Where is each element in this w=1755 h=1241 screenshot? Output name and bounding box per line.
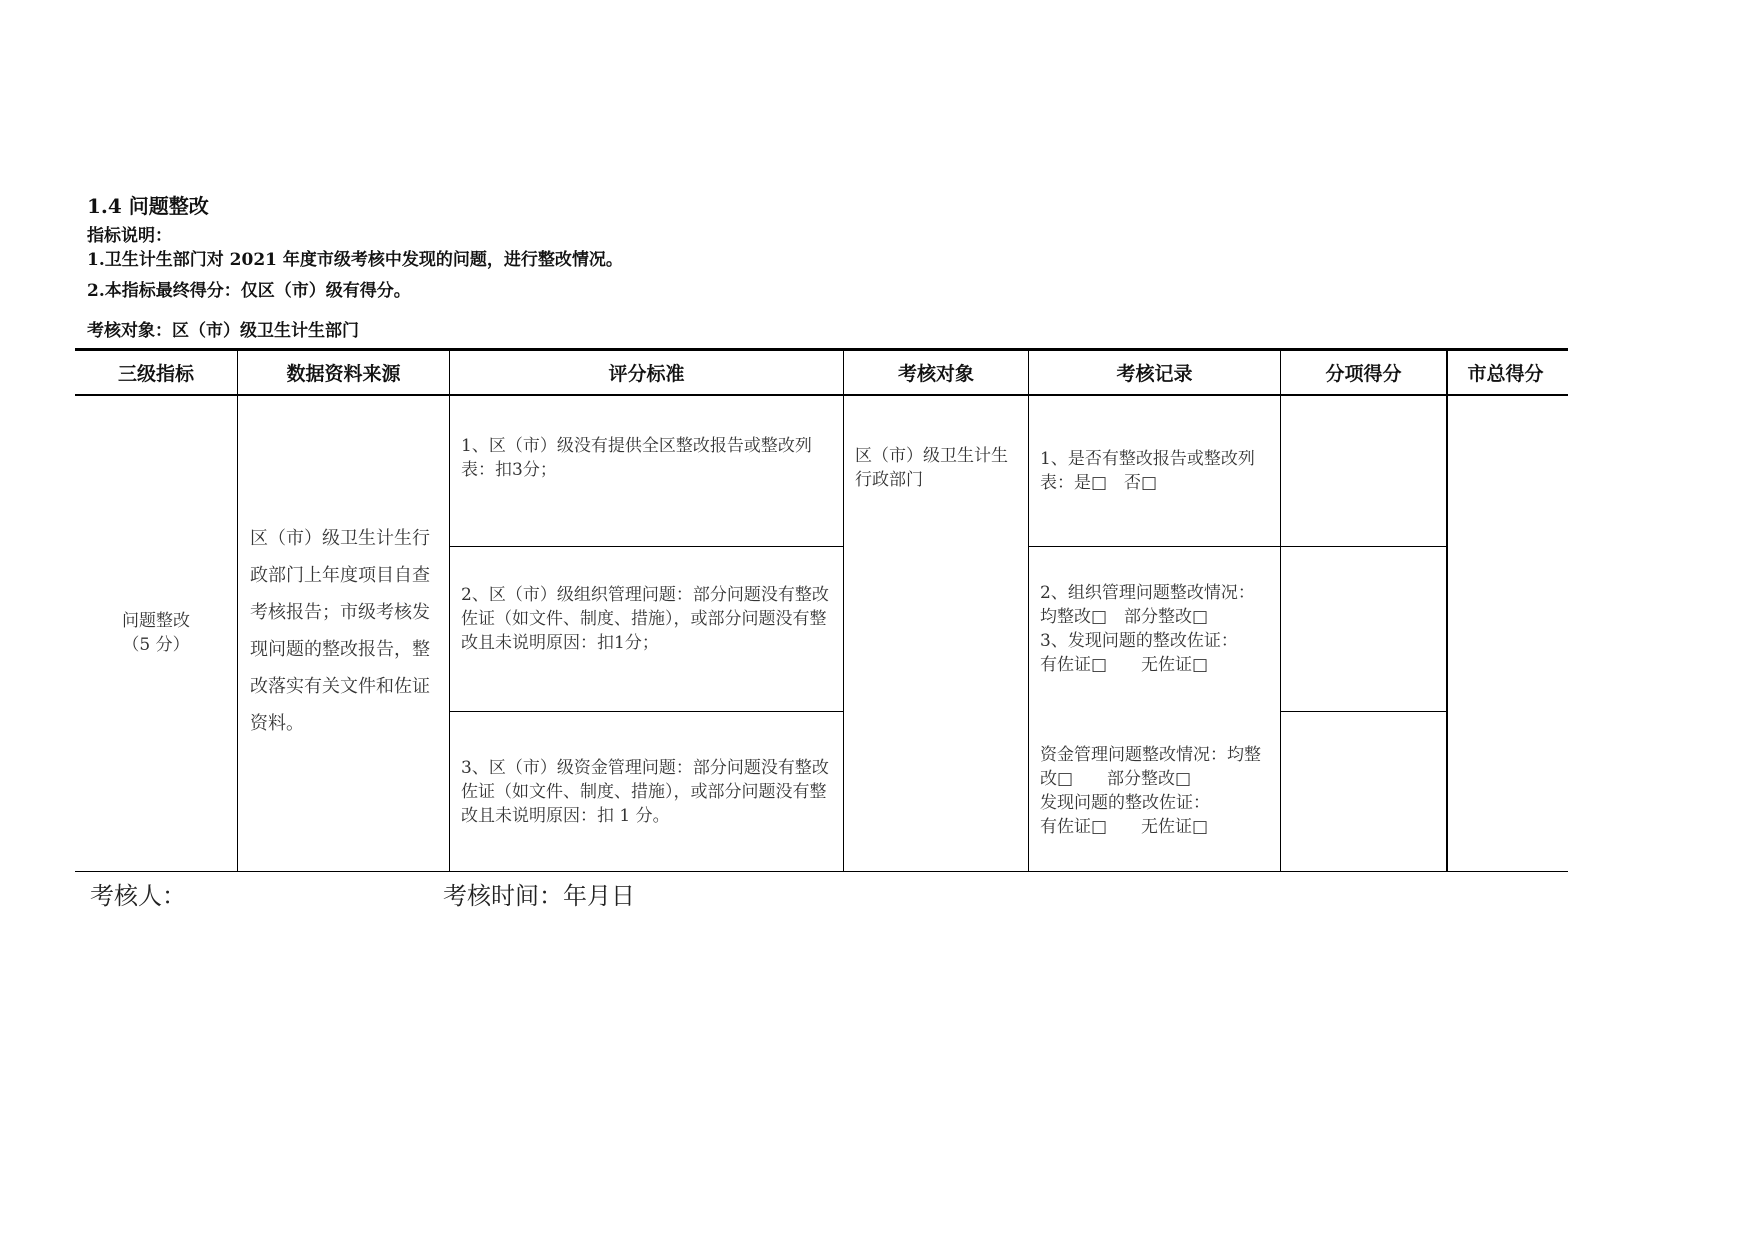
header-data-source: 数据资料来源 bbox=[286, 363, 401, 385]
record-line: 资金管理问题整改情况：均整改□ 部分整改□ bbox=[1040, 745, 1261, 789]
column-divider bbox=[1446, 348, 1448, 871]
criteria-item-2: 2、区（市）级组织管理问题：部分问题没有整改佐证（如文件、制度、措施），或部分问题没有整改且未说明原因：扣1分； bbox=[461, 585, 829, 653]
record-line: 2、组织管理问题整改情况： bbox=[1040, 583, 1255, 603]
assessment-target-cell: 区（市）级卫生计生行政部门 bbox=[855, 446, 1008, 490]
column-divider bbox=[1028, 348, 1029, 871]
record-line: 发现问题的整改佐证： bbox=[1040, 793, 1210, 813]
record-line: 均整改□ 部分整改□ bbox=[1040, 607, 1209, 627]
header-scoring-criteria: 评分标准 bbox=[608, 363, 685, 385]
criteria-item-3: 3、区（市）级资金管理问题：部分问题没有整改佐证（如文件、制度、措施），或部分问题没有整改且未说明原因：扣 1 分。 bbox=[461, 758, 829, 826]
column-divider bbox=[237, 348, 238, 871]
header-city-total-score: 市总得分 bbox=[1467, 363, 1544, 385]
criteria-divider-1 bbox=[450, 546, 844, 547]
assessment-time-label: 考核时间：年月日 bbox=[443, 882, 635, 910]
record-item-3 bbox=[1040, 743, 1275, 839]
record-line: 3、发现问题的整改佐证： bbox=[1040, 631, 1238, 651]
description-item-2: 2.本指标最终得分：仅区（市）级有得分。 bbox=[87, 281, 411, 301]
record-item-1: 1、是否有整改报告或整改列表：是□ 否□ bbox=[1040, 449, 1255, 493]
section-title: 1.4 问题整改 bbox=[87, 194, 209, 218]
column-divider bbox=[449, 348, 450, 871]
header-assessment-target: 考核对象 bbox=[897, 363, 974, 385]
table-bottom-border bbox=[75, 871, 1568, 872]
assessment-target-line: 考核对象：区（市）级卫生计生部门 bbox=[87, 321, 359, 341]
header-level3-indicator: 三级指标 bbox=[117, 363, 194, 385]
criteria-divider-2 bbox=[450, 711, 844, 712]
indicator-name: 问题整改 bbox=[122, 611, 190, 631]
record-line: 有佐证□ 无佐证□ bbox=[1040, 655, 1209, 675]
header-assessment-record: 考核记录 bbox=[1116, 363, 1193, 385]
score-divider-2 bbox=[1280, 711, 1448, 712]
column-divider bbox=[1280, 348, 1281, 871]
indicator-cell bbox=[75, 609, 237, 657]
assessor-label: 考核人： bbox=[90, 882, 186, 910]
indicator-points: （5 分） bbox=[122, 635, 190, 655]
header-item-score: 分项得分 bbox=[1325, 363, 1402, 385]
record-line: 有佐证□ 无佐证□ bbox=[1040, 817, 1209, 837]
record-item-2 bbox=[1040, 581, 1275, 677]
header-bottom-border bbox=[75, 394, 1568, 396]
criteria-item-1: 1、区（市）级没有提供全区整改报告或整改列表：扣3分； bbox=[461, 436, 812, 480]
record-divider-1 bbox=[1028, 546, 1448, 547]
description-heading: 指标说明： bbox=[87, 226, 172, 246]
column-divider bbox=[843, 348, 844, 871]
data-source-cell: 区（市）级卫生计生行政部门上年度项目自查考核报告；市级考核发现问题的整改报告，整改落实有关文件和佐证资料。 bbox=[250, 528, 430, 734]
description-item-1: 1.卫生计生部门对 2021 年度市级考核中发现的问题，进行整改情况。 bbox=[87, 250, 623, 270]
